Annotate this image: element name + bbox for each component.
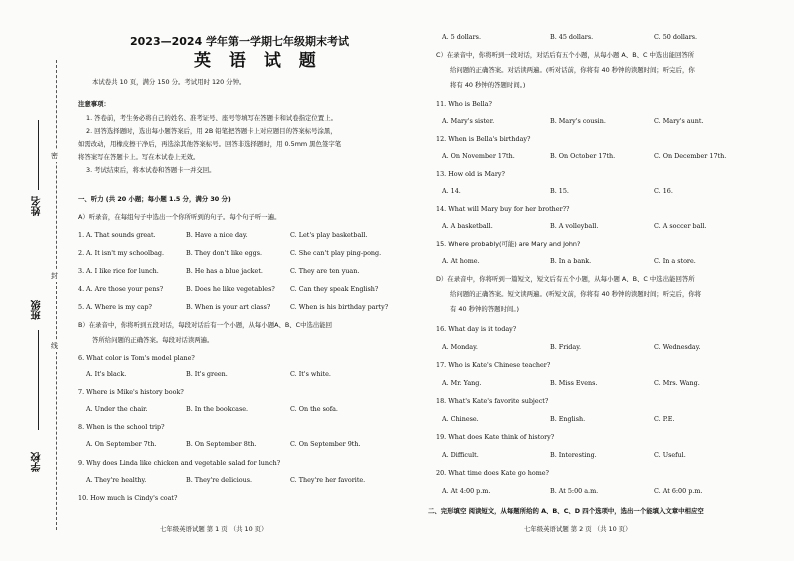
option-a: A. It isn't my schoolbag. <box>86 249 165 257</box>
note-line: 3. 考试结束后，将本试卷和答题卡一并交回。 <box>86 166 216 174</box>
option-b: B. Have a nice day. <box>186 231 248 239</box>
name-label: 姓名 <box>32 196 43 216</box>
option-c: C. When is his birthday party? <box>290 303 389 311</box>
option-a: A. Under the chair. <box>86 405 148 413</box>
question-text: 9. Why does Linda like chicken and vegetable salad for lunch? <box>78 459 281 467</box>
option-b: B. 45 dollars. <box>550 33 594 41</box>
class-label: 班级 <box>32 300 43 320</box>
question-option: 1. <box>78 231 85 239</box>
option-a: A. It's black. <box>86 370 127 378</box>
option-c: C. On September 9th. <box>290 440 361 448</box>
option-b: B. On October 17th. <box>550 152 616 160</box>
section-c-instructions: 给问题的正确答案。对话读两遍。(听对话前，你将有 40 秒钟的读题时间；听完后，你 <box>450 66 695 74</box>
option-a: A. Where is my cap? <box>86 303 152 311</box>
part2-title: 二、完形填空 阅读短文，从每题所给的 A、B、C、D 四个选项中，选出一个能填入文章中相应空 <box>428 507 704 515</box>
question-text: 17. Who is Kate's Chinese teacher? <box>436 361 551 369</box>
option-b: B. 15. <box>550 187 569 195</box>
option-b: B. On September 8th. <box>186 440 257 448</box>
option-a: A. Chinese. <box>442 415 479 423</box>
section-d-instructions: D）在录音中，你将听到一篇短文，短文后有五个小题，从每小题 A、B、C 中选出能回答所 <box>436 275 695 283</box>
question-text: 20. What time does Kate go home? <box>436 469 549 477</box>
note-line: 如需改动，用橡皮擦干净后，再选涂其他答案标号。回答非选择题时，用 0.5mm 黑色签字笔 <box>78 140 342 148</box>
option-b: B. They don't like eggs. <box>186 249 263 257</box>
seal-char: 密 <box>51 152 58 160</box>
option-c: C. On December 17th. <box>654 152 727 160</box>
binding-strip <box>0 0 72 561</box>
subject-title: 英 语 试 题 <box>194 51 322 71</box>
option-b: B. It's green. <box>186 370 228 378</box>
option-b: B. He has a blue jacket. <box>186 267 263 275</box>
name-line <box>38 120 39 190</box>
question-option: 3. <box>78 267 85 275</box>
option-a: A. Mary's sister. <box>442 117 495 125</box>
page-footer: 七年级英语试题 第 2 页 （共 10 页） <box>524 525 632 533</box>
question-text: 13. How old is Mary? <box>436 170 505 178</box>
option-c: C. They're her favorite. <box>290 476 366 484</box>
option-a: A. That sounds great. <box>86 231 156 239</box>
question-text: 10. How much is Cindy's coat? <box>78 494 178 502</box>
section-c-instructions: C）在录音中，你将听到一段对话，对话后有五个小题，从每小题 A、B、C 中选出能回答所 <box>436 51 695 59</box>
question-text: 8. When is the school trip? <box>78 423 165 431</box>
option-c: C. Can they speak English? <box>290 285 379 293</box>
option-c: C. 16. <box>654 187 673 195</box>
part1-title: 一、听力 (共 20 小题；每小题 1.5 分，满分 30 分) <box>78 195 231 203</box>
option-b: B. They're delicious. <box>186 476 253 484</box>
option-a: A. I like rice for lunch. <box>86 267 159 275</box>
option-b: B. In the bookcase. <box>186 405 249 413</box>
option-c: C. Mary's aunt. <box>654 117 704 125</box>
option-a: A. 5 dollars. <box>442 33 481 41</box>
option-c: C. Wednesday. <box>654 343 701 351</box>
option-c: C. It's white. <box>290 370 331 378</box>
option-b: B. Does he like vegetables? <box>186 285 275 293</box>
seal-char: 封 <box>51 272 58 280</box>
option-c: C. P.E. <box>654 415 675 423</box>
notes-title: 注意事项： <box>78 100 110 108</box>
section-a-instructions: A）听录音，在每组句子中选出一个你所听到的句子。每个句子听一遍。 <box>78 213 281 221</box>
page-footer: 七年级英语试题 第 1 页 （共 10 页） <box>160 525 268 533</box>
option-b: B. Mary's cousin. <box>550 117 606 125</box>
option-a: A. Difficult. <box>442 451 479 459</box>
option-a: A. On September 7th. <box>86 440 157 448</box>
option-c: C. Useful. <box>654 451 686 459</box>
option-c: C. A soccer ball. <box>654 222 707 230</box>
option-b: B. English. <box>550 415 586 423</box>
seal-dashed-line <box>56 60 57 530</box>
option-a: A. On November 17th. <box>442 152 515 160</box>
question-option: 2. <box>78 249 85 257</box>
exam-title: 2023—2024 学年第一学期七年级期末考试 <box>130 35 350 48</box>
option-b: B. When is your art class? <box>186 303 271 311</box>
question-text: 18. What's Kate's favorite subject? <box>436 397 549 405</box>
option-a: A. A basketball. <box>442 222 493 230</box>
option-c: C. Mrs. Wang. <box>654 379 700 387</box>
option-c: C. Let's play basketball. <box>290 231 368 239</box>
question-text: 6. What color is Tom's model plane? <box>78 354 195 362</box>
option-c: C. On the sofa. <box>290 405 338 413</box>
question-text: 14. What will Mary buy for her brother?? <box>436 205 570 213</box>
section-c-instructions: 将有 40 秒钟的答题时间。) <box>450 81 526 89</box>
option-c: C. They are ten yuan. <box>290 267 360 275</box>
seal-char: 线 <box>51 342 58 350</box>
section-d-instructions: 给问题的正确答案。短文读两遍。(听短文前，你将有 40 秒钟的读题时间；听完后，你将 <box>450 290 702 298</box>
option-c: C. At 6:00 p.m. <box>654 487 703 495</box>
intro-line: 本试卷共 10 页，满分 150 分。考试用时 120 分钟。 <box>92 78 246 86</box>
note-line: 1. 答卷前，考生务必将自己的姓名、准考证号、座号等填写在答题卡和试卷指定位置上。 <box>86 114 337 122</box>
class-line <box>38 330 39 430</box>
section-b-instructions: B）在录音中，你将听到五段对话，每段对话后有一个小题，从每小题A、B、C中选出能回 <box>78 321 333 329</box>
option-c: C. In a store. <box>654 257 696 265</box>
option-b: B. At 5:00 a.m. <box>550 487 599 495</box>
question-text: 11. Who is Bella? <box>436 100 492 108</box>
option-a: A. At 4:00 p.m. <box>442 487 491 495</box>
section-d-instructions: 有 40 秒钟的答题时间。) <box>450 305 520 313</box>
option-a: A. Mr. Yang. <box>442 379 482 387</box>
question-text: 19. What does Kate think of history? <box>436 433 555 441</box>
note-line: 将答案写在答题卡上。写在本试卷上无效。 <box>78 153 200 161</box>
option-b: B. Friday. <box>550 343 581 351</box>
option-a: A. Monday. <box>442 343 478 351</box>
option-a: A. They're healthy. <box>86 476 147 484</box>
school-label: 学校 <box>32 452 43 472</box>
question-text: 15. Where probably(可能) are Mary and John? <box>436 240 581 248</box>
option-a: A. 14. <box>442 187 461 195</box>
option-c: C. 50 dollars. <box>654 33 698 41</box>
option-b: B. A volleyball. <box>550 222 599 230</box>
question-option: 5. <box>78 303 85 311</box>
option-b: B. Miss Evens. <box>550 379 598 387</box>
option-b: B. Interesting. <box>550 451 597 459</box>
option-a: A. Are those your pens? <box>86 285 164 293</box>
right-column <box>424 0 786 561</box>
option-b: B. In a bank. <box>550 257 592 265</box>
note-line: 2. 回答选择题时，选出每小题答案后，用 2B 铅笔把答题卡上对应题目的答案标号涂黑， <box>86 127 337 135</box>
left-column <box>74 0 414 561</box>
question-text: 12. When is Bella's birthday? <box>436 135 531 143</box>
question-text: 7. Where is Mike's history book? <box>78 388 184 396</box>
question-text: 16. What day is it today? <box>436 325 517 333</box>
question-option: 4. <box>78 285 85 293</box>
option-a: A. At home. <box>442 257 480 265</box>
option-c: C. She can't play ping-pong. <box>290 249 382 257</box>
section-b-instructions: 答所给问题的正确答案。每段对话读两遍。 <box>92 336 214 344</box>
